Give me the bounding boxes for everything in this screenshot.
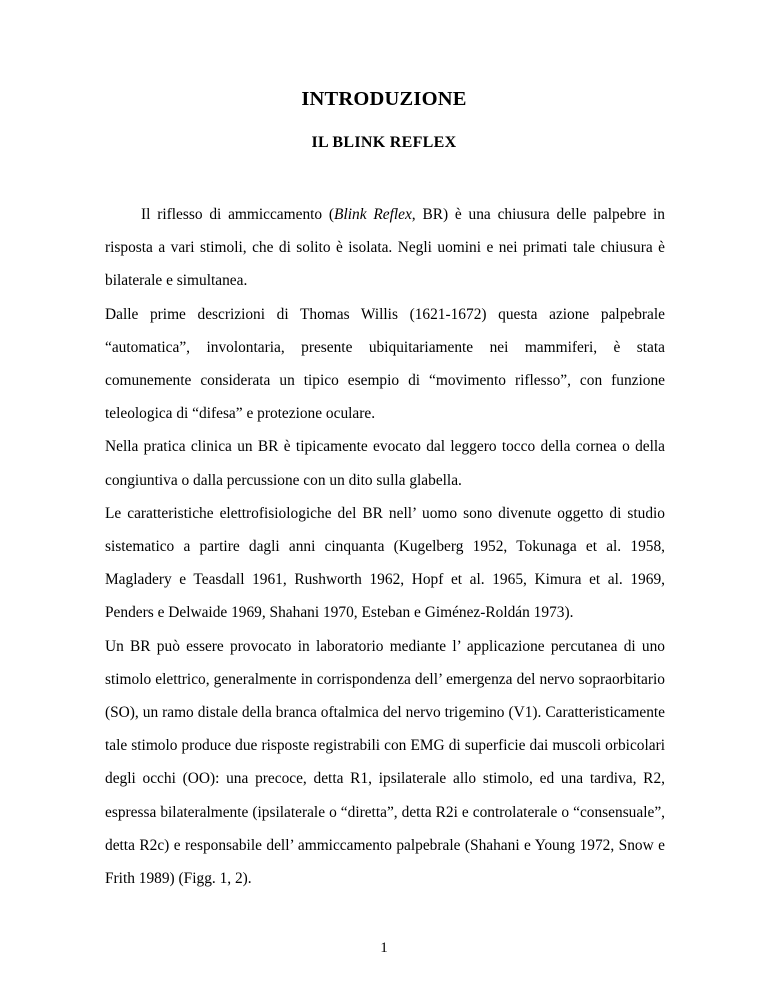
body-text: [105, 198, 665, 895]
paragraph-2: Dalle prime descrizioni di Thomas Willis (1621-1672) questa azione palpebrale “automatica”, involontaria, presente ubiquitariamente nei mammiferi, è stata comunemente considerata un tipico esempio di “movimento riflesso”, con funzione teleologica di “difesa” e protezione oculare.: [105, 305, 665, 423]
page-title: INTRODUZIONE: [301, 88, 467, 110]
paragraph-1: [105, 198, 665, 298]
page-number: 1: [380, 940, 388, 956]
section-title: IL BLINK REFLEX: [311, 134, 457, 151]
paragraph-1-end: BR) è una chiusura delle palpebre in risposta a vari stimoli, che di solito è isolata. Negli uomini e nei primati tale chiusura è bilaterale e simultanea.: [105, 206, 665, 290]
paragraph-1-start: Il riflesso di ammiccamento (: [141, 206, 335, 223]
paragraph-3: Nella pratica clinica un BR è tipicamente evocato dal leggero tocco della cornea o della congiuntiva o dalla percussione con un dito sulla glabella.: [105, 438, 665, 489]
paragraph-1-italic: Blink Reflex,: [334, 206, 416, 223]
paragraph-5: Un BR può essere provocato in laboratorio mediante l’ applicazione percutanea di uno stimolo elettrico, generalmente in corrispondenza dell’ emergenza del nervo sopraorbitario (SO), un ramo distale della branca oftalmica del nervo trigemino (V1). Caratteristicamente tale stimolo produce due risposte registrabili con EMG di superficie dai muscoli orbicolari degli occhi (OO): una precoce, detta R1, ipsilaterale allo stimolo, ed una tardiva, R2, espressa bilateralmente (ipsilaterale o “diretta”, detta R2i e controlaterale o “consensuale”, detta R2c) e responsabile dell’ ammiccamento palpebrale (Shahani e Young 1972, Snow e Frith 1989) (Figg. 1, 2).: [105, 637, 665, 888]
paragraph-4: Le caratteristiche elettrofisiologiche del BR nell’ uomo sono divenute oggetto di studio sistematico a partire dagli anni cinquanta (Kugelberg 1952, Tokunaga et al. 1958, Magladery e Teasdall 1961, Rushworth 1962, Hopf et al. 1965, Kimura et al. 1969, Penders e Delwaide 1969, Shahani 1970, Esteban e Giménez-Roldán 1973).: [105, 504, 665, 622]
